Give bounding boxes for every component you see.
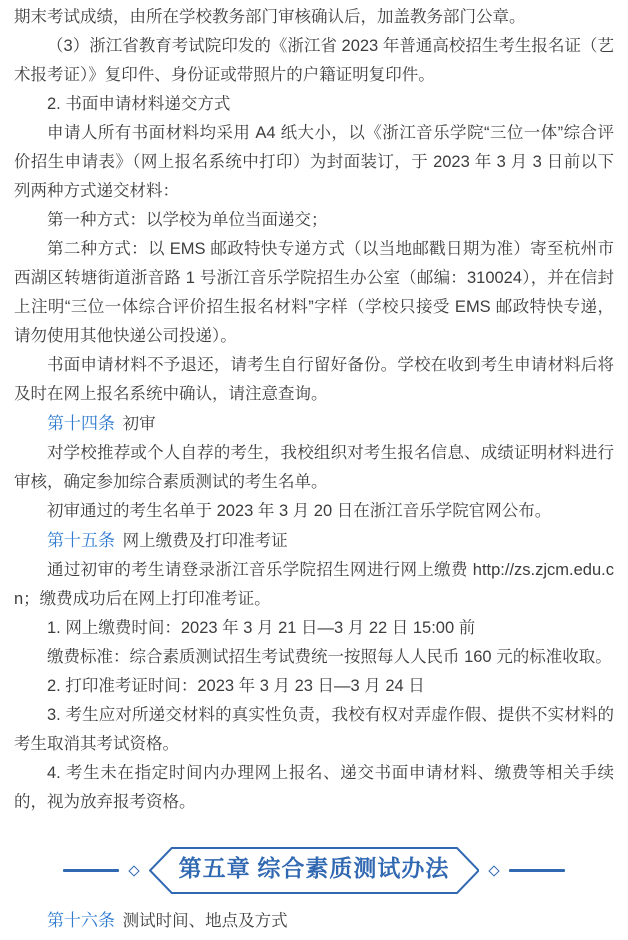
paragraph: 第一种方式：以学校为单位当面递交；	[47, 211, 328, 229]
article-title: 初审	[122, 415, 156, 433]
article-heading	[14, 906, 614, 936]
banner-rule-left	[63, 869, 119, 872]
paragraph: 对学校推荐或个人自荐的考生，我校组织对考生报名信息、成绩证明材料进行审核，确定参加综合素质测试的考生名单。	[14, 444, 614, 491]
paragraph: 2. 书面申请材料递交方式	[47, 95, 231, 113]
article-number: 第十四条	[47, 414, 115, 433]
paragraph: 书面申请材料不予退还，请考生自行留好备份。学校在收到考生申请材料后将及时在网上报名系统中确认，请注意查询。	[14, 356, 614, 403]
chapter-hexagon	[149, 847, 480, 894]
paragraph: 第二种方式：以 EMS 邮政特快专递方式（以当地邮戳日期为准）寄至杭州市西湖区转塘街道浙音路 1 号浙江音乐学院招生办公室（邮编：310024），并在信封上注明“三位一体综合评价招生报名材料”字样（学校只接受 EMS 邮政特快专递，请勿使用其他快递公司投递）。	[14, 240, 614, 345]
article-number: 第十五条	[47, 531, 115, 550]
chapter-banner	[14, 847, 614, 894]
banner-rule-right	[509, 869, 565, 872]
paragraph: 初审通过的考生名单于 2023 年 3 月 20 日在浙江音乐学院官网公布。	[47, 502, 552, 520]
diamond-icon-right	[489, 865, 500, 876]
article-title: 测试时间、地点及方式	[122, 912, 288, 930]
article-heading	[14, 409, 614, 439]
paragraph: 1. 网上缴费时间：2023 年 3 月 21 日—3 月 22 日 15:00 前	[47, 619, 476, 637]
chapter-title: 第五章 综合素质测试办法	[178, 856, 450, 881]
paragraph: 4. 考生未在指定时间内办理网上报名、递交书面申请材料、缴费等相关手续的，视为放弃报考资格。	[14, 764, 614, 811]
article-title: 网上缴费及打印准考证	[122, 532, 288, 550]
paragraph: 期末考试成绩，由所在学校教务部门审核确认后，加盖教务部门公章。	[14, 8, 526, 26]
paragraph: 2. 打印准考证时间：2023 年 3 月 23 日—3 月 24 日	[47, 677, 425, 695]
article-number: 第十六条	[47, 911, 115, 930]
paragraph: 缴费标准：综合素质测试招生考试费统一按照每人人民币 160 元的标准收取。	[47, 648, 612, 666]
paragraph: （3）浙江省教育考试院印发的《浙江省 2023 年普通高校招生考生报名证（艺术报考证）》复印件、身份证或带照片的户籍证明复印件。	[14, 37, 614, 84]
article-heading	[14, 526, 614, 556]
paragraph: 申请人所有书面材料均采用 A4 纸大小，以《浙江音乐学院“三位一体”综合评价招生申请表》（网上报名系统中打印）为封面装订，于 2023 年 3 月 3 日前以下列两种方式递交材料：	[14, 124, 614, 200]
paragraph: 通过初审的考生请登录浙江音乐学院招生网进行网上缴费 http://zs.zjcm.edu.cn；缴费成功后在网上打印准考证。	[14, 561, 614, 608]
diamond-icon-left	[128, 865, 139, 876]
paragraph: 3. 考生应对所递交材料的真实性负责，我校有权对弄虚作假、提供不实材料的考生取消其考试资格。	[14, 706, 614, 753]
